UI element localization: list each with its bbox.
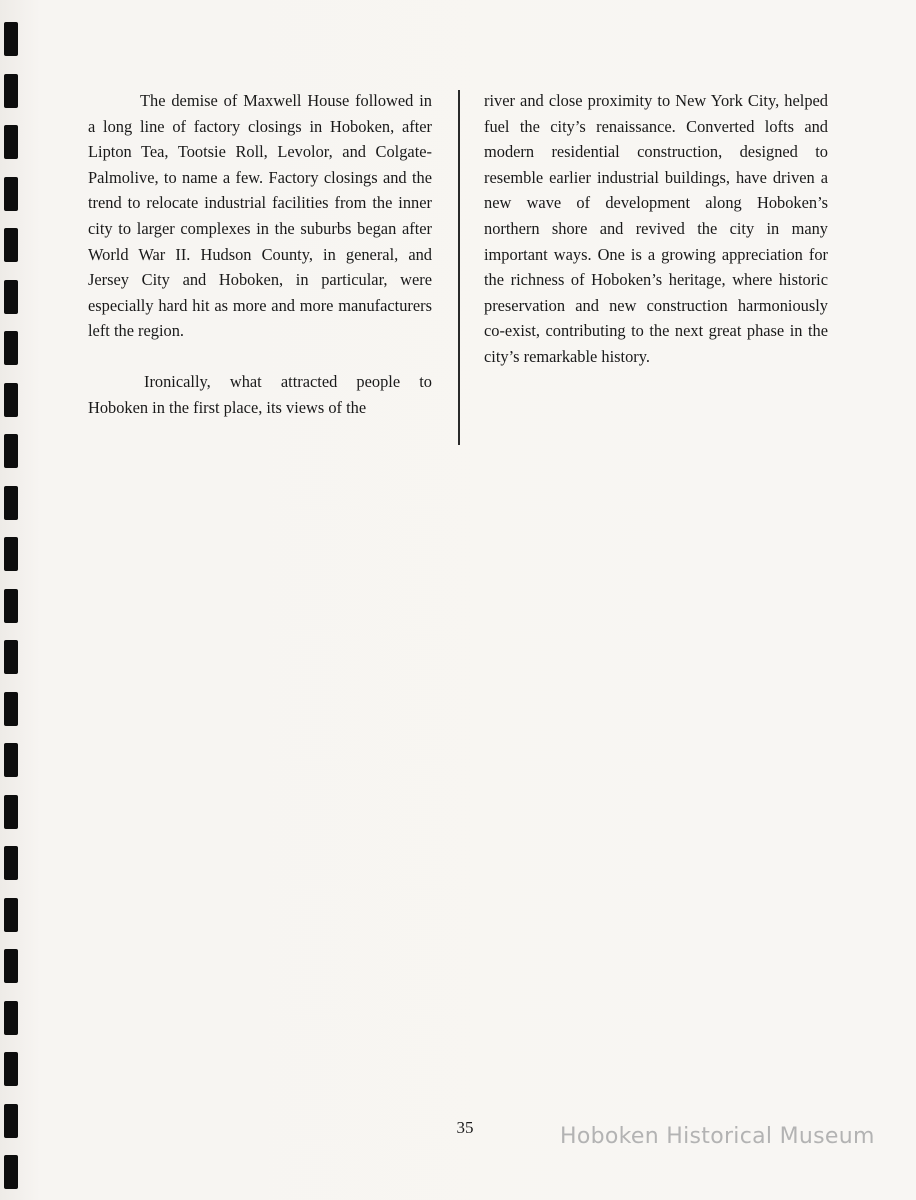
left-paragraph-1: The demise of Maxwell House followed in a long line of factory closings in Hoboken, after Lipton Tea, Tootsie Roll, Levolor, and Colgate-Palmolive, to name a few. Factory closings and the trend to relocate industrial facilities from the inner city to larger complexes in the suburbs began after World War II. Hudson County, in general, and Jersey City and Hoboken, in particular, were especially hard hit as more and more manufacturers left the region. xyxy=(88,91,432,341)
binding-ring xyxy=(4,331,18,365)
binding-ring xyxy=(4,846,18,880)
binding-ring xyxy=(4,383,18,417)
binding-ring xyxy=(4,125,18,159)
binding-ring xyxy=(4,1001,18,1035)
binding-ring xyxy=(4,177,18,211)
right-paragraph-1: river and close proximity to New York City, helped fuel the city’s renaissance. Converted lofts and modern residential construction, designed to resemble earlier industrial buildings, have driven a new wave of development along Hoboken’s northern shore and revived the city in many important ways. One is a growing appreciation for the richness of Hoboken’s heritage, where historic preservation and new construction harmoniously co-exist, contributing to the next great phase in the city’s remarkable history. xyxy=(484,91,828,366)
binding-ring xyxy=(4,589,18,623)
binding-ring xyxy=(4,949,18,983)
left-paragraph-2: Ironically, what attracted people to Hoboken in the first place, its views of the xyxy=(88,371,432,417)
binding-ring xyxy=(4,486,18,520)
binding-ring xyxy=(4,743,18,777)
binding-ring xyxy=(4,537,18,571)
binding-ring xyxy=(4,640,18,674)
binding-ring xyxy=(4,898,18,932)
binding-ring xyxy=(4,22,18,56)
page-number: 35 xyxy=(456,1118,474,1137)
spiral-binding xyxy=(0,0,24,1200)
binding-ring xyxy=(4,1052,18,1086)
left-text-column xyxy=(88,88,432,420)
column-divider xyxy=(458,90,460,445)
museum-watermark: Hoboken Historical Museum xyxy=(560,1124,875,1149)
binding-ring xyxy=(4,1155,18,1189)
right-text-column xyxy=(484,88,828,370)
binding-ring xyxy=(4,1104,18,1138)
binding-ring xyxy=(4,692,18,726)
binding-ring xyxy=(4,280,18,314)
binding-ring xyxy=(4,228,18,262)
binding-ring xyxy=(4,434,18,468)
binding-ring xyxy=(4,74,18,108)
binding-ring xyxy=(4,795,18,829)
